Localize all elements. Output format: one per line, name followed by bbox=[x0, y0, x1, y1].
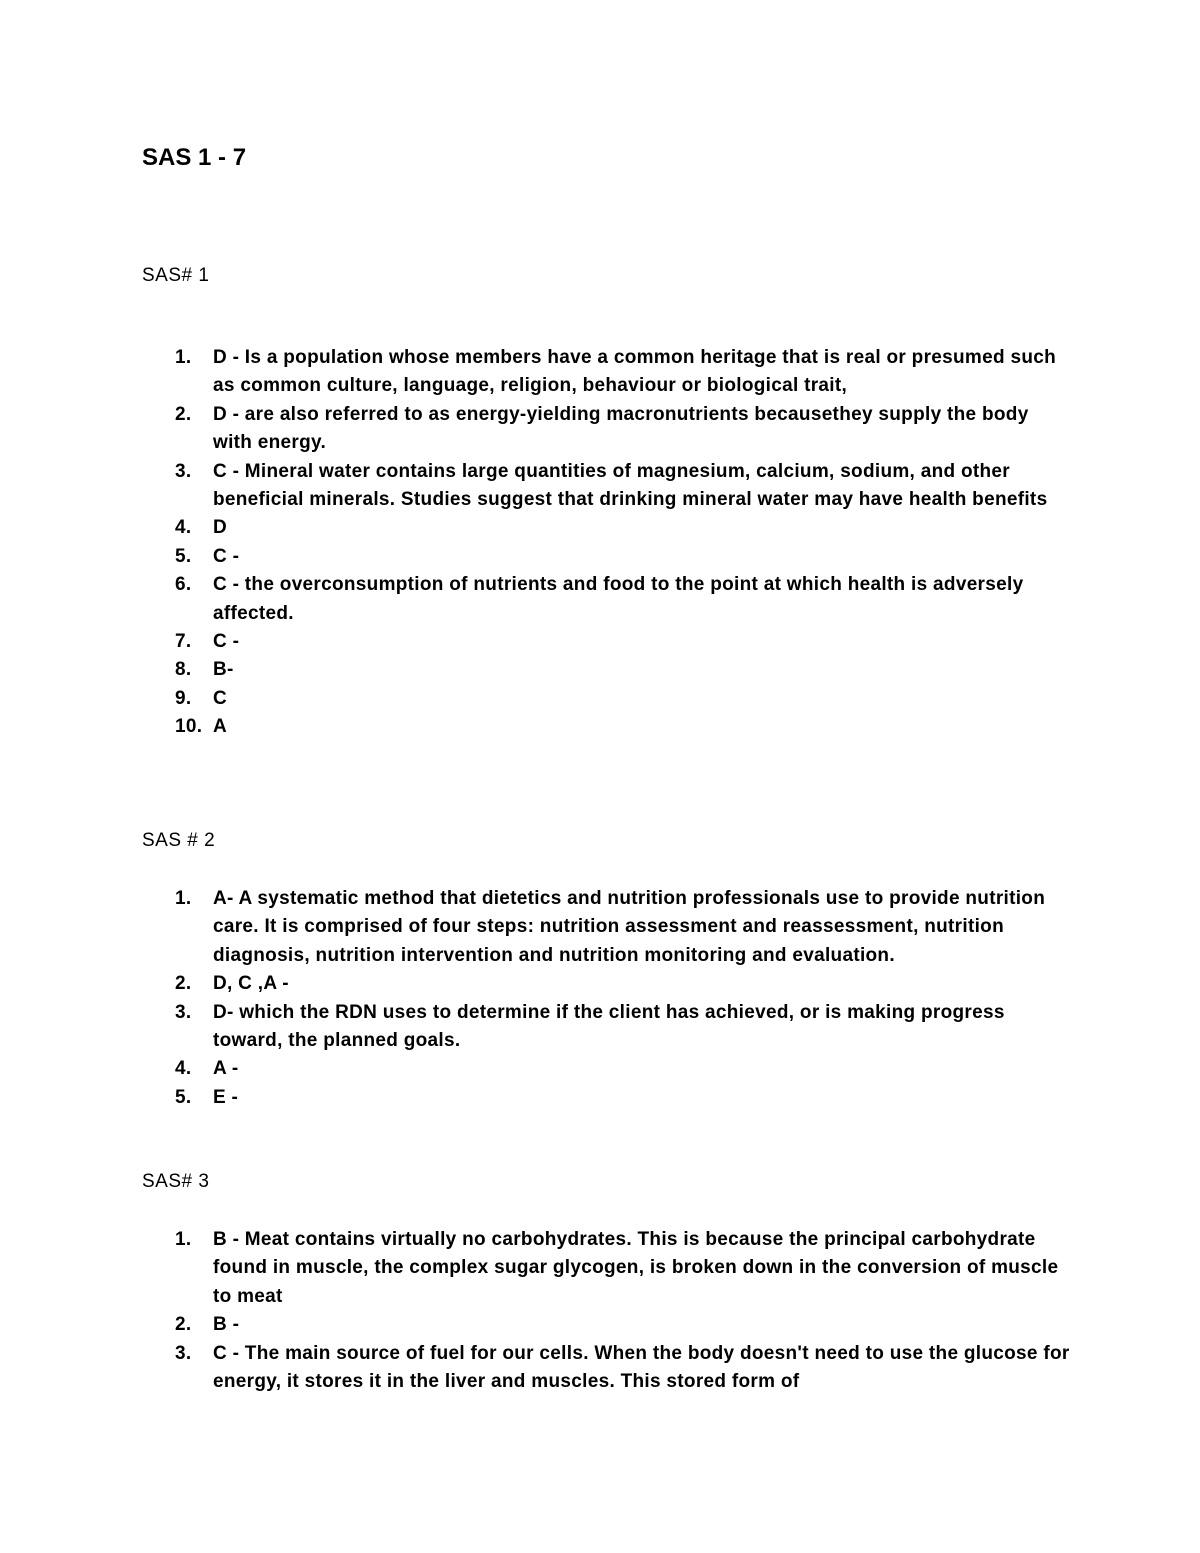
answer-list-sas-1 bbox=[142, 344, 1072, 742]
item-text: D bbox=[213, 517, 228, 539]
item-text: C - bbox=[213, 631, 240, 653]
list-item bbox=[142, 1340, 1072, 1397]
item-number: 3. bbox=[175, 1342, 192, 1364]
document-title: SAS 1 - 7 bbox=[142, 144, 247, 171]
item-number: 10. bbox=[175, 716, 203, 738]
item-text: C - the overconsumption of nutrients and food to the point at which health is adversely affected. bbox=[213, 574, 1024, 624]
item-text: B - Meat contains virtually no carbohydrates. This is because the principal carbohydrate found in muscle, the complex sugar glycogen, is broken down in the conversion of muscle to meat bbox=[213, 1229, 1059, 1307]
item-number: 7. bbox=[175, 631, 192, 653]
list-item bbox=[142, 1226, 1072, 1311]
item-number: 1. bbox=[175, 888, 192, 909]
section-heading-sas-1: SAS# 1 bbox=[142, 265, 210, 286]
item-text: C bbox=[213, 687, 228, 709]
item-text: E - bbox=[213, 1086, 239, 1108]
item-number: 1. bbox=[175, 1229, 192, 1250]
section-heading-sas-3: SAS# 3 bbox=[142, 1171, 210, 1192]
item-number: 5. bbox=[175, 1086, 192, 1108]
answer-list-sas-2 bbox=[142, 885, 1072, 1112]
list-item bbox=[142, 685, 1072, 713]
list-item bbox=[142, 970, 1072, 998]
item-text: C - bbox=[213, 545, 240, 567]
item-number: 2. bbox=[175, 973, 192, 995]
list-item bbox=[142, 543, 1072, 571]
list-item bbox=[142, 1311, 1072, 1339]
list-item bbox=[142, 458, 1072, 515]
list-item bbox=[142, 713, 1072, 741]
list-item bbox=[142, 1084, 1072, 1112]
item-number: 5. bbox=[175, 545, 192, 567]
list-item bbox=[142, 1055, 1072, 1083]
list-item bbox=[142, 999, 1072, 1056]
list-item bbox=[142, 628, 1072, 656]
answer-list-sas-3 bbox=[142, 1226, 1072, 1396]
item-number: 3. bbox=[175, 1001, 192, 1023]
item-text: A- A systematic method that dietetics and nutrition professionals use to provide nutrition care. It is comprised of four steps: nutrition assessment and reassessment, nutrition diagnosis, nutrition intervention and nutrition monitoring and evaluation. bbox=[213, 888, 1046, 966]
item-number: 2. bbox=[175, 1314, 192, 1336]
list-item bbox=[142, 401, 1072, 458]
item-number: 4. bbox=[175, 1058, 192, 1080]
item-text: C - The main source of fuel for our cells. When the body doesn't need to use the glucose for energy, it stores it in the liver and muscles. This stored form of bbox=[213, 1342, 1070, 1393]
item-text: D - are also referred to as energy-yielding macronutrients becausethey supply the body with energy. bbox=[213, 403, 1029, 454]
item-text: B - bbox=[213, 1314, 240, 1336]
item-number: 4. bbox=[175, 517, 192, 539]
list-item bbox=[142, 885, 1072, 970]
item-number: 6. bbox=[175, 574, 192, 596]
list-item bbox=[142, 571, 1072, 628]
item-text: A - bbox=[213, 1058, 239, 1080]
item-number: 9. bbox=[175, 687, 192, 709]
item-text: D- which the RDN uses to determine if the client has achieved, or is making progress toward, the planned goals. bbox=[213, 1001, 1005, 1052]
list-item bbox=[142, 656, 1072, 684]
item-number: 1. bbox=[175, 347, 192, 368]
item-number: 2. bbox=[175, 403, 192, 425]
item-text: B- bbox=[213, 659, 234, 681]
item-number: 3. bbox=[175, 460, 192, 482]
list-item bbox=[142, 514, 1072, 542]
item-text: D, C ,A - bbox=[213, 973, 289, 995]
list-item bbox=[142, 344, 1072, 401]
item-text: A bbox=[213, 716, 228, 738]
section-heading-sas-2: SAS # 2 bbox=[142, 830, 216, 851]
item-text: C - Mineral water contains large quantities of magnesium, calcium, sodium, and other beneficial minerals. Studies suggest that drinking mineral water may have health benefits bbox=[213, 460, 1048, 511]
item-text: D - Is a population whose members have a common heritage that is real or presumed such as common culture, language, religion, behaviour or biological trait, bbox=[213, 347, 1057, 397]
item-number: 8. bbox=[175, 659, 192, 681]
